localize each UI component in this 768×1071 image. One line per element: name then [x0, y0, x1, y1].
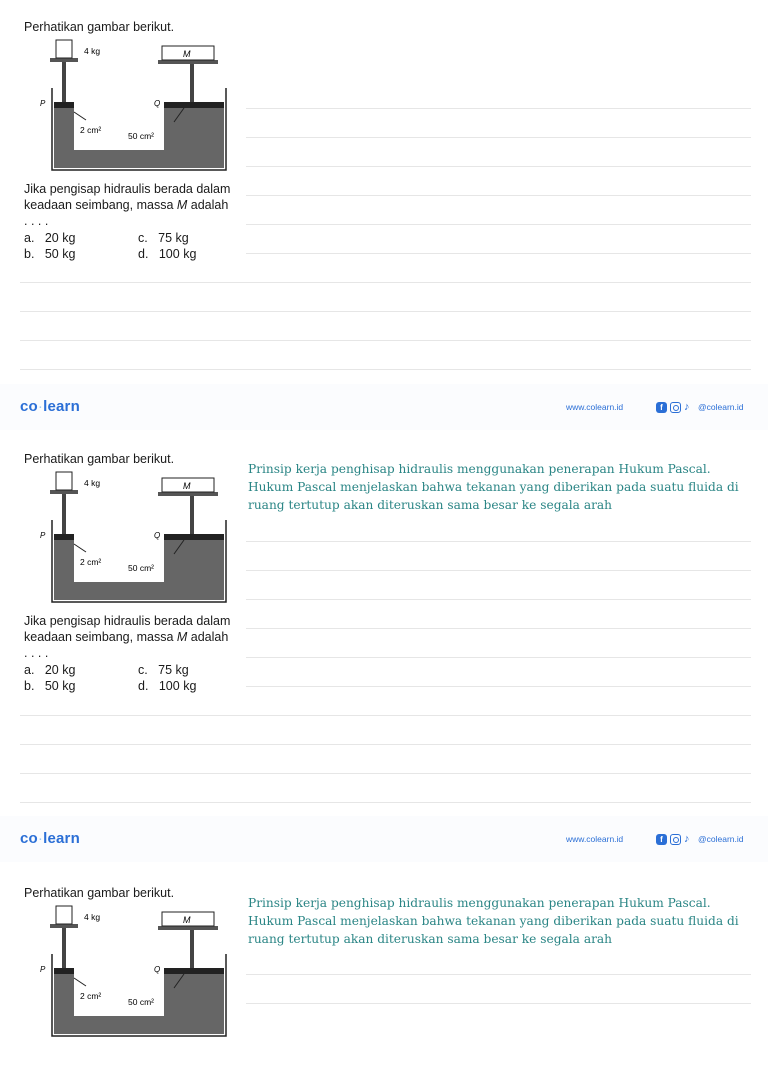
option-d: d. 100 kg — [138, 679, 197, 693]
colearn-logo[interactable]: co·learn — [20, 398, 80, 415]
note-line — [246, 1003, 751, 1004]
left-mass-label: 4 kg — [84, 46, 101, 56]
note-line — [246, 657, 751, 658]
social-handle[interactable]: @colearn.id — [698, 402, 744, 412]
instagram-icon[interactable] — [670, 834, 681, 845]
option-a: a. 20 kg — [24, 663, 76, 677]
note-line — [246, 974, 751, 975]
lesson-section-3 — [0, 866, 768, 1024]
note-line — [246, 166, 751, 167]
note-line — [246, 599, 751, 600]
note-line — [20, 282, 751, 283]
note-line — [20, 311, 751, 312]
note-line — [246, 195, 751, 196]
note-line — [246, 224, 751, 225]
note-line — [246, 570, 751, 571]
facebook-icon[interactable]: f — [656, 402, 667, 413]
hydraulic-diagram — [40, 40, 246, 200]
explanation-text: Prinsip kerja penghisap hidraulis menggunakan penerapan Hukum Pascal. Hukum Pascal menjelaskan bahwa tekanan yang diberikan pada suatu fluida di ruang tertutup akan diteruskan sama besar ke segala arah — [248, 462, 739, 512]
left-area-label: 2 cm² — [80, 991, 102, 1001]
option-c: c. 75 kg — [138, 663, 189, 677]
hydraulic-press-figure — [40, 40, 246, 200]
note-line — [20, 369, 751, 370]
option-c: c. 75 kg — [138, 231, 189, 245]
lesson-section-1 — [0, 0, 768, 382]
hydraulic-press-figure — [40, 906, 246, 1066]
note-line — [246, 686, 751, 687]
left-mass-label: 4 kg — [84, 478, 101, 488]
instagram-icon[interactable] — [670, 402, 681, 413]
problem-question: Jika pengisap hidraulis berada dalam keadaan seimbang, massa M adalah . . . . — [24, 182, 231, 228]
option-b: b. 50 kg — [24, 247, 76, 261]
right-area-label: 50 cm² — [128, 563, 154, 573]
note-line — [20, 340, 751, 341]
website-link[interactable]: www.colearn.id — [566, 834, 624, 844]
problem-title: Perhatikan gambar berikut. — [24, 452, 175, 466]
label-p: P — [40, 531, 46, 540]
note-line — [246, 108, 751, 109]
colearn-header — [0, 384, 768, 430]
label-q: Q — [154, 531, 161, 540]
colearn-logo[interactable]: co·learn — [20, 830, 80, 847]
note-line — [20, 715, 751, 716]
right-area-label: 50 cm² — [128, 997, 154, 1007]
note-line — [246, 541, 751, 542]
option-b: b. 50 kg — [24, 679, 76, 693]
explanation-text: Prinsip kerja penghisap hidraulis menggunakan penerapan Hukum Pascal. Hukum Pascal menjelaskan bahwa tekanan yang diberikan pada suatu fluida di ruang tertutup akan diteruskan sama besar ke segala arah — [248, 896, 739, 946]
problem-title: Perhatikan gambar berikut. — [24, 20, 175, 34]
tiktok-icon[interactable]: ♪ — [684, 400, 690, 413]
option-d: d. 100 kg — [138, 247, 197, 261]
note-line — [20, 802, 751, 803]
social-links — [656, 832, 743, 846]
note-line — [246, 253, 751, 254]
left-mass-label: 4 kg — [84, 912, 101, 922]
label-q: Q — [154, 99, 161, 108]
left-area-label: 2 cm² — [80, 125, 102, 135]
label-q: Q — [154, 965, 161, 974]
problem-question: Jika pengisap hidraulis berada dalam keadaan seimbang, massa M adalah . . . . — [24, 614, 231, 660]
website-link[interactable]: www.colearn.id — [566, 402, 624, 412]
hydraulic-diagram — [40, 906, 246, 1066]
hydraulic-press-figure — [40, 472, 246, 632]
hydraulic-diagram — [40, 472, 246, 632]
note-line — [20, 744, 751, 745]
social-links — [656, 400, 743, 414]
facebook-icon[interactable]: f — [656, 834, 667, 845]
tiktok-icon[interactable]: ♪ — [684, 832, 690, 845]
note-line — [246, 137, 751, 138]
option-a: a. 20 kg — [24, 231, 76, 245]
lesson-section-2 — [0, 432, 768, 814]
label-p: P — [40, 965, 46, 974]
left-area-label: 2 cm² — [80, 557, 102, 567]
note-line — [246, 628, 751, 629]
right-mass-label: M — [183, 49, 191, 59]
colearn-header — [0, 816, 768, 862]
social-handle[interactable]: @colearn.id — [698, 834, 744, 844]
problem-title: Perhatikan gambar berikut. — [24, 886, 175, 900]
note-line — [20, 773, 751, 774]
right-area-label: 50 cm² — [128, 131, 154, 141]
label-p: P — [40, 99, 46, 108]
right-mass-label: M — [183, 915, 191, 925]
right-mass-label: M — [183, 481, 191, 491]
